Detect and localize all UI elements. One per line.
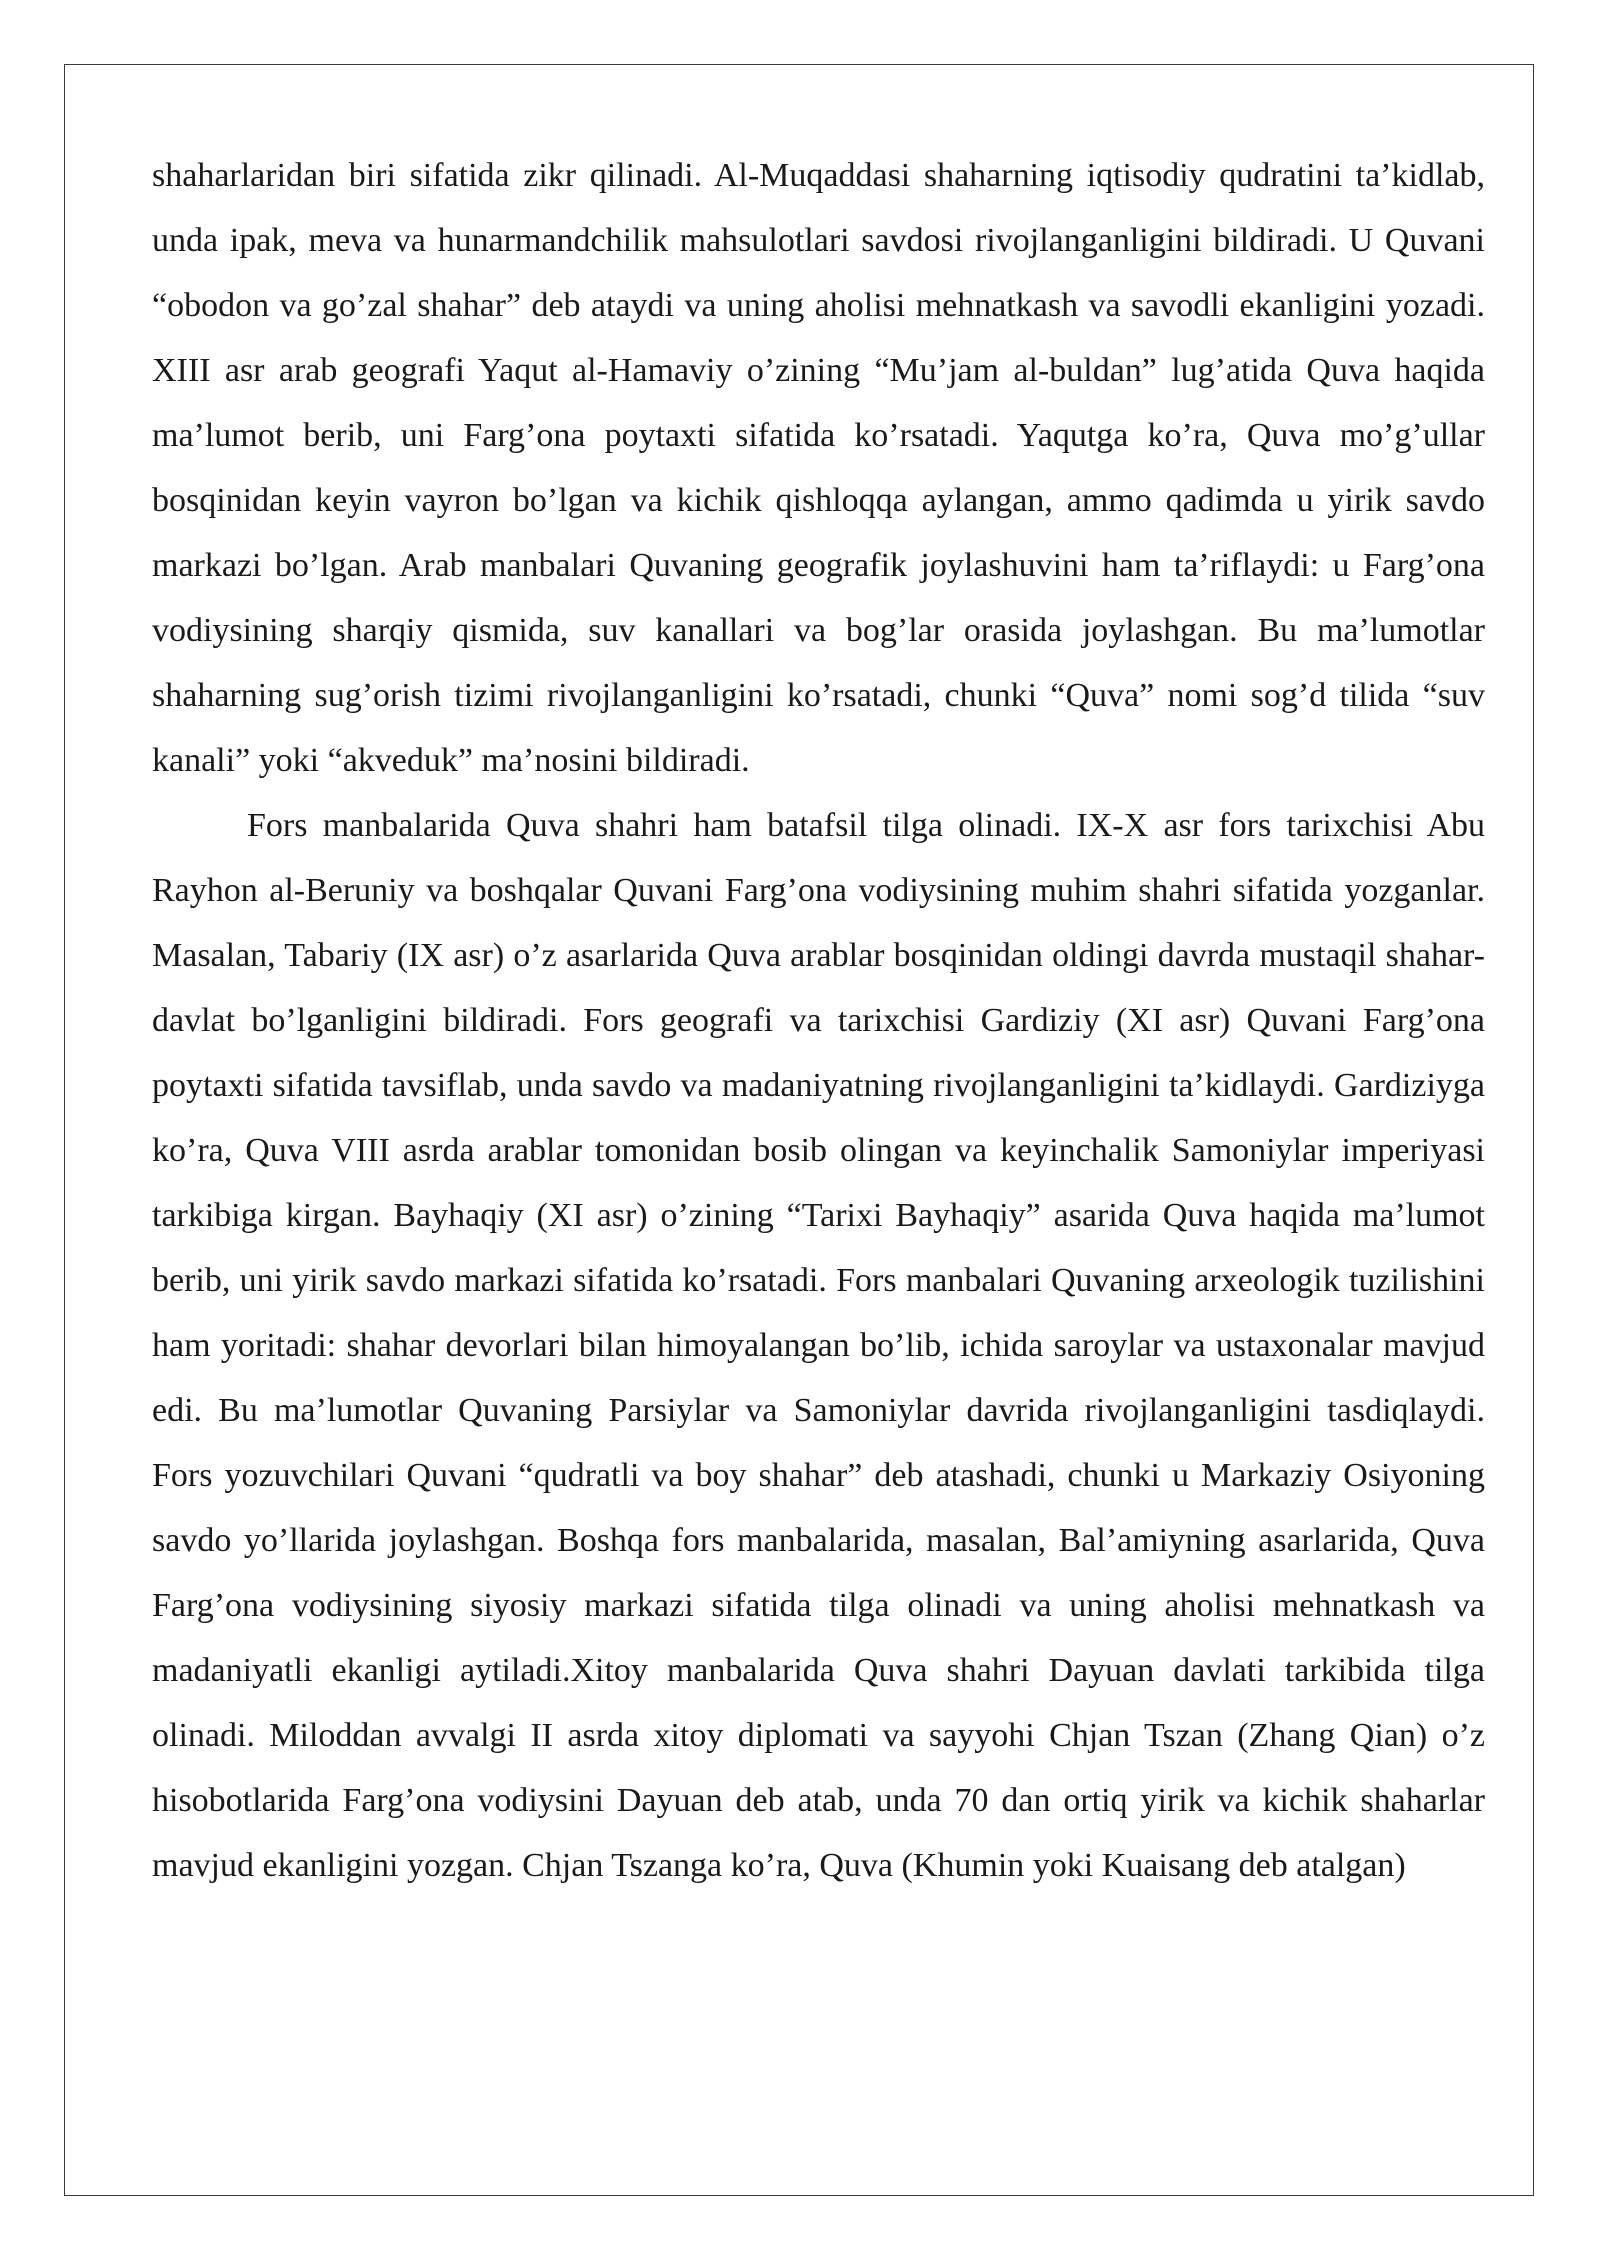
paragraph: shaharlaridan biri sifatida zikr qilinadi. Al-Muqaddasi shaharning iqtisodiy qudratini ta’kidlab, unda ipak, meva va hunarmandchilik mahsulotlari savdosi rivojlanganligini bildiradi. U Quvani “obodon va go’zal shahar” deb ataydi va uning aholisi mehnatkash va savodli ekanligini yozadi. XIII asr arab geografi Yaqut al-Hamaviy o’zining “Mu’jam al-buldan” lug’atida Quva haqida ma’lumot berib, uni Farg’ona poytaxti sifatida ko’rsatadi. Yaqutga ko’ra, Quva mo’g’ullar bosqinidan keyin vayron bo’lgan va kichik qishloqqa aylangan, ammo qadimda u yirik savdo markazi bo’lgan. Arab manbalari Quvaning geografik joylashuvini ham ta’riflaydi: u Farg’ona vodiysining sharqiy qismida, suv kanallari va bog’lar orasida joylashgan. Bu ma’lumotlar shaharning sug’orish tizimi rivojlanganligini ko’rsatadi, chunki “Quva” nomi sog’d tilida “suv kanali” yoki “akveduk” ma’nosini bildiradi.: [152, 157, 1485, 779]
document-body: [152, 143, 1485, 1898]
paragraph: Fors manbalarida Quva shahri ham batafsil tilga olinadi. IX-X asr fors tarixchisi Abu Rayhon al-Beruniy va boshqalar Quvani Farg’ona vodiysining muhim shahri sifatida yozganlar. Masalan, Tabariy (IX asr) o’z asarlarida Quva arablar bosqinidan oldingi davrda mustaqil shahar-davlat bo’lganligini bildiradi. Fors geografi va tarixchisi Gardiziy (XI asr) Quvani Farg’ona poytaxti sifatida tavsiflab, unda savdo va madaniyatning rivojlanganligini ta’kidlaydi. Gardiziyga ko’ra, Quva VIII asrda arablar tomonidan bosib olingan va keyinchalik Samoniylar imperiyasi tarkibiga kirgan. Bayhaqiy (XI asr) o’zining “Tarixi Bayhaqiy” asarida Quva haqida ma’lumot berib, uni yirik savdo markazi sifatida ko’rsatadi. Fors manbalari Quvaning arxeologik tuzilishini ham yoritadi: shahar devorlari bilan himoyalangan bo’lib, ichida saroylar va ustaxonalar mavjud edi. Bu ma’lumotlar Quvaning Parsiylar va Samoniylar davrida rivojlanganligini tasdiqlaydi. Fors yozuvchilari Quvani “qudratli va boy shahar” deb atashadi, chunki u Markaziy Osiyoning savdo yo’llarida joylashgan. Boshqa fors manbalarida, masalan, Bal’amiyning asarlarida, Quva Farg’ona vodiysining siyosiy markazi sifatida tilga olinadi va uning aholisi mehnatkash va madaniyatli ekanligi aytiladi.Xitoy manbalarida Quva shahri Dayuan davlati tarkibida tilga olinadi. Miloddan avvalgi II asrda xitoy diplomati va sayyohi Chjan Tszan (Zhang Qian) o’z hisobotlarida Farg’ona vodiysini Dayuan deb atab, unda 70 dan ortiq yirik va kichik shaharlar mavjud ekanligini yozgan. Chjan Tszanga ko’ra, Quva (Khumin yoki Kuaisang deb atalgan): [152, 807, 1485, 1884]
